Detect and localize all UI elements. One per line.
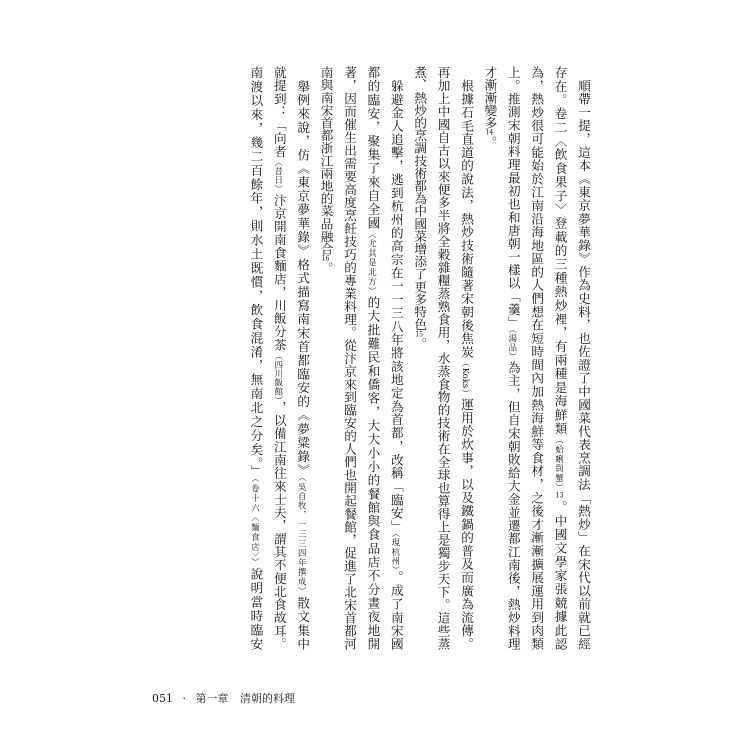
text-column	[339, 66, 359, 650]
footnote-ref: 13	[555, 492, 564, 500]
text-column	[362, 66, 382, 650]
text-column	[292, 66, 312, 650]
inline-note: （卷十六〈麵食店〉）	[250, 478, 261, 568]
body-text: 都的臨安，聚集了來自全國	[365, 66, 381, 230]
body-text: 說明當時臨安	[248, 567, 264, 650]
inline-note: （尤其是北方）	[367, 229, 378, 296]
body-text: 再加上中國自古以來便多半將全穀雜糧蒸熟食用，水蒸食物的技術在全球也算得上是獨步天下。這些蒸	[435, 66, 451, 650]
page-number: 051	[152, 692, 173, 705]
body-text: 上。推測宋朝料理最初也和唐朝一樣以「羹」	[505, 66, 521, 330]
body-text: 煮、熱炒的烹調技術都為中國菜增添了更多特色	[412, 66, 428, 331]
footnote-ref: 16	[321, 255, 330, 262]
inline-note: （吳自牧，一三三四年撰成）	[297, 477, 308, 597]
body-text: 。	[482, 136, 498, 149]
body-text: 就提到：「向者	[271, 66, 287, 158]
body-text: 。	[318, 262, 334, 275]
inline-note: （昔日）	[273, 158, 284, 194]
body-text: 為主，但自宋朝敗給大金並遷都江南後，熱炒料理	[505, 360, 521, 651]
text-column	[550, 66, 570, 650]
inline-note: （Koks）	[461, 358, 471, 398]
body-text: 運用於炊事，以及鐵鍋的普及而廣為流傳。	[459, 397, 474, 651]
footnote-ref: 15	[415, 330, 424, 338]
inline-note: （現杭州）	[390, 533, 401, 571]
body-text: 舉例來說，仿《東京夢華錄》格式描寫南宋首都臨安的《夢粱錄》	[295, 66, 311, 478]
footer-separator: ·	[182, 692, 186, 705]
body-text: 著，因而催生出需要高度烹飪技巧的專業料理。從汴京來到臨安的人們也開起餐館，促進了北宋首都河	[342, 66, 357, 650]
body-text: 南渡以來，幾二百餘年，則水土既慣，飲食混淆，無南北之分矣。」	[248, 66, 264, 479]
body-text: 躲避金人追擊，逃到杭州的高宗在一一三八年將該地定為首都，改稱「臨安」	[388, 66, 404, 534]
body-text: 汴京開南食麵店，川飯分茶	[271, 193, 287, 352]
chapter-title: 清朝的料理	[240, 692, 295, 705]
text-column	[433, 66, 453, 650]
body-text: 的大批難民和僑客，大大小小的餐館與食品店不分晝夜地開	[365, 296, 381, 650]
text-column	[269, 66, 289, 650]
body-text: 為，熱炒很可能始於江南沿海地區的人們想在短時間內加熱海鮮等食材，之後才漸漸擴展運用到肉類	[529, 66, 545, 650]
text-column	[526, 66, 546, 650]
inline-note: （蛤蜊與蟹）	[554, 435, 565, 493]
text-column	[409, 66, 429, 650]
footnote-ref: 14	[485, 129, 494, 136]
chapter-label: 第一章	[195, 692, 229, 705]
body-text: 。	[412, 337, 428, 351]
body-text: ，以備江南往來士夫，謂其不便北食故耳。	[271, 400, 287, 650]
body-text: 才漸漸變多	[482, 66, 498, 129]
text-column	[456, 66, 476, 650]
text-column	[386, 66, 406, 650]
body-text: 南與南宋首都浙江兩地的菜品融合	[318, 66, 334, 255]
text-column	[245, 66, 265, 650]
body-text: 散文集中	[295, 596, 311, 651]
text-column	[573, 66, 593, 650]
page-footer	[152, 691, 295, 707]
text-column	[503, 66, 523, 650]
body-text: 。中國文學家張競據此認	[552, 500, 568, 650]
inline-note: （湯品）	[507, 329, 518, 361]
body-text: 。成了南宋國	[388, 570, 404, 650]
body-text: 存在。卷二〈飲食果子〉登載的三種熱炒裡，有兩種是海鮮類	[552, 66, 568, 436]
body-text: 順帶一提，這本《東京夢華錄》作為史料，也佐證了中國菜代表烹調法「熱炒」在宋代以前就已經	[576, 66, 591, 650]
inline-note: （四川飯館）	[273, 351, 284, 401]
text-column	[316, 66, 336, 650]
text-column	[479, 66, 499, 650]
body-text: 根據石毛直道的說法，熱炒技術隨著宋朝後焦炭	[459, 66, 474, 359]
